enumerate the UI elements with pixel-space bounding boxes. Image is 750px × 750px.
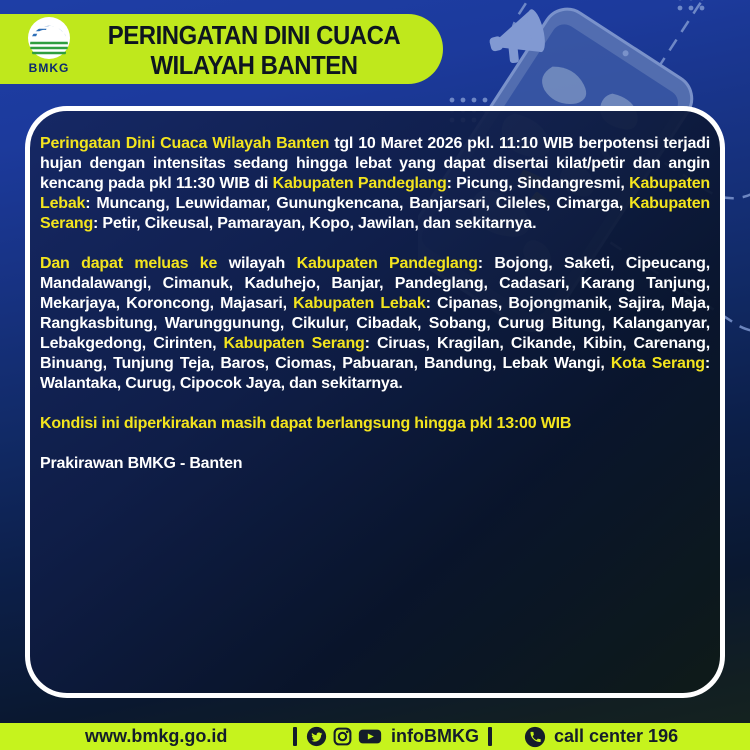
highlight-text: Kabupaten Pandeglang (296, 255, 478, 272)
warning-paragraph-1 (40, 134, 710, 234)
highlight-text: Kabupaten Serang (40, 195, 710, 232)
warning-paragraph-3 (40, 414, 710, 434)
body-text: : Ciruas, Kragilan, Cikande, Kibin, Carenang, Binuang, Tunjung Teja, Baros, Ciomas, Pabuaran, Bandung, Lebak Wangi, (40, 335, 710, 372)
body-text: : Walantaka, Curug, Cipocok Jaya, dan sekitarnya. (40, 355, 710, 392)
highlight-text: Kabupaten Pandeglang (272, 175, 447, 192)
separator (488, 727, 492, 746)
highlight-text: Kabupaten Lebak (293, 295, 426, 312)
warning-paragraph-2 (40, 254, 710, 394)
twitter-icon[interactable] (306, 726, 327, 747)
call-center-label: call center 196 (554, 726, 679, 746)
body-text: : Petir, Cikeusal, Pamarayan, Kopo, Jawilan, dan sekitarnya. (93, 215, 537, 232)
highlight-text: Kabupaten Lebak (40, 175, 710, 212)
highlight-text: Kabupaten Serang (223, 335, 365, 352)
body-text: Prakirawan BMKG - Banten (40, 455, 243, 472)
body-text: : Cipanas, Bojongmanik, Sajira, Maja, Rangkasbitung, Warunggunung, Cikulur, Cibadak, Sobang, Curug Bitung, Kalanganyar, Lebakgedong, Cirinten, (40, 295, 710, 352)
footer-bar (0, 723, 750, 750)
body-text: wilayah (217, 255, 297, 272)
warning-panel (25, 106, 725, 698)
body-text: : Muncang, Leuwidamar, Gunungkencana, Banjarsari, Cileles, Cimarga, (85, 195, 630, 212)
header-banner (0, 14, 443, 84)
body-text: : Picung, Sindangresmi, (446, 175, 630, 192)
separator (293, 727, 297, 746)
title-line-1: PERINGATAN DINI CUACA (107, 20, 401, 50)
social-handle[interactable]: infoBMKG (391, 726, 479, 746)
title-line-2: WILAYAH BANTEN (150, 50, 358, 80)
page-title (94, 20, 414, 80)
bmkg-logo (28, 17, 70, 59)
highlight-text: Peringatan Dini Cuaca Wilayah Banten (40, 135, 330, 152)
highlight-text: Kota Serang (610, 355, 705, 372)
warning-paragraph-4 (40, 454, 710, 474)
body-text: : Bojong, Saketi, Cipeucang, Mandalawangi, Cimanuk, Kaduhejo, Banjar, Pandeglang, Cadasari, Karang Tanjung, Mekarjaya, Koroncong, Majasari, (40, 255, 710, 312)
phone-icon (524, 726, 546, 748)
youtube-icon[interactable] (358, 726, 382, 747)
instagram-icon[interactable] (332, 726, 353, 747)
website-link[interactable]: www.bmkg.go.id (85, 726, 228, 746)
bmkg-logo-text: BMKG (28, 61, 70, 75)
body-text: tgl 10 Maret 2026 pkl. 11:10 WIB berpotensi terjadi hujan dengan intensitas sedang hingga lebat yang dapat disertai kilat/petir dan angin kencang pada pkl 11:30 WIB di (40, 135, 710, 192)
highlight-text: Kondisi ini diperkirakan masih dapat berlangsung hingga pkl 13:00 WIB (40, 415, 572, 432)
highlight-text: Dan dapat meluas ke (40, 255, 218, 272)
